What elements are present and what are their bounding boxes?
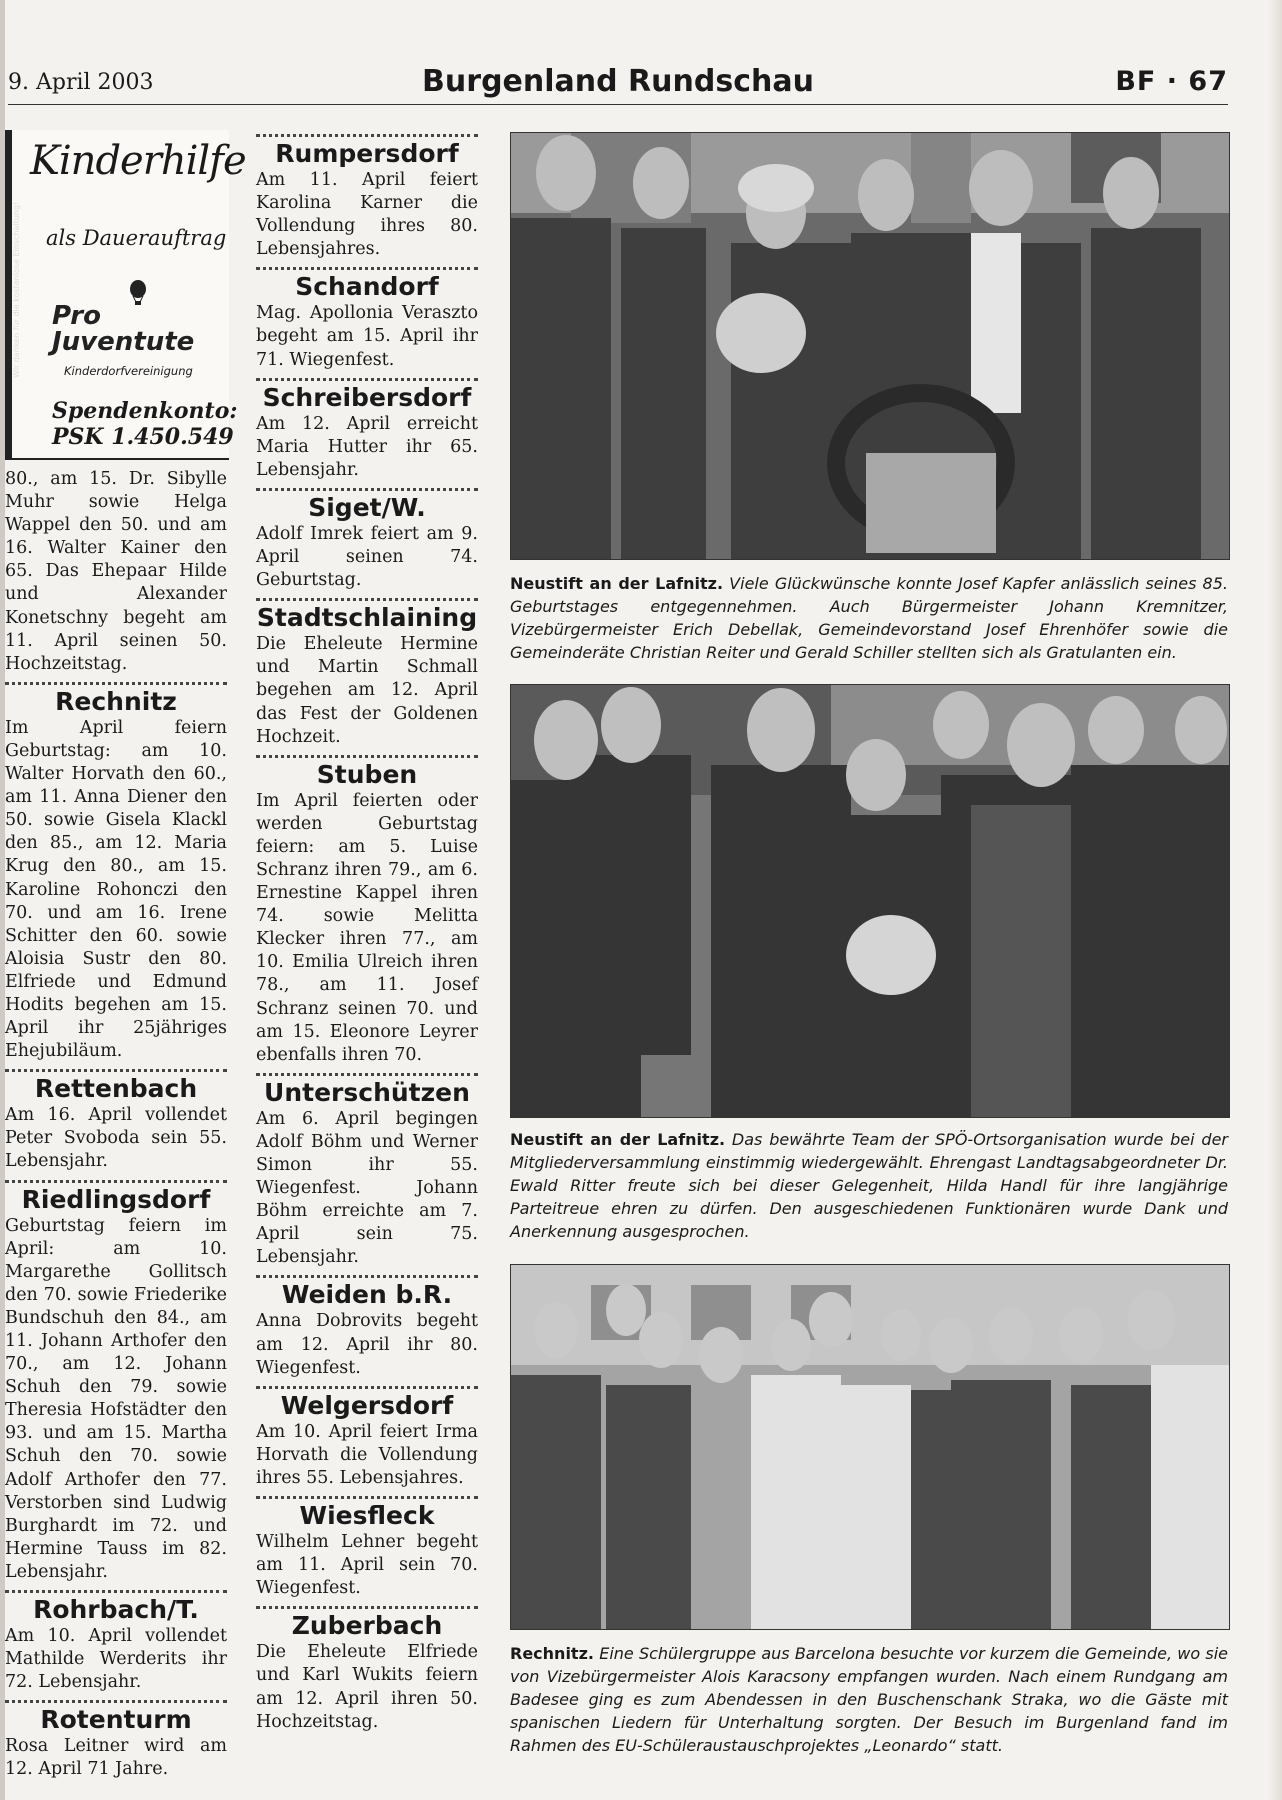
photo-caption	[510, 1128, 1228, 1243]
newspaper-title: Burgenland Rundschau	[422, 64, 814, 99]
ad-konto	[52, 398, 238, 450]
dotted-divider	[5, 1180, 227, 1183]
photo-caption	[510, 572, 1228, 664]
ad-subtitle: als Dauerauftrag	[46, 226, 227, 250]
dotted-divider	[256, 134, 478, 137]
notice-text: Adolf Imrek feiert am 9. April seinen 74. Geburtstag.	[256, 523, 478, 591]
town-heading: Rohrbach/T.	[33, 1595, 199, 1625]
town-heading: Stadtschlaining	[256, 603, 478, 633]
page-number: BF · 67	[1115, 66, 1228, 97]
dotted-divider	[256, 1275, 478, 1278]
caption-place: Rechnitz.	[510, 1644, 594, 1663]
town-heading: Rumpersdorf	[275, 139, 459, 168]
dotted-divider	[256, 1386, 478, 1389]
dotted-divider	[256, 267, 478, 270]
dotted-divider	[256, 488, 478, 491]
notice-text: Wilhelm Lehner begeht am 11. April sein 70. Wiegenfest.	[256, 1532, 478, 1599]
column-left	[5, 130, 246, 1782]
town-heading: Unterschützen	[264, 1077, 470, 1107]
notice-text: Am 6. April begingen Adolf Böhm und Werner Simon ihr 55. Wiegenfest. Johann Böhm erreichte am 7. April sein 75. Lebensjahr.	[256, 1108, 478, 1268]
town-heading: Rechnitz	[55, 686, 177, 716]
town-heading: Schandorf	[295, 272, 439, 302]
notice-text: Im April feiern Geburtstag: am 10. Walter Horvath den 60., am 11. Anna Diener den 50. sowie Gisela Klackl den 85., am 12. Maria Krug den 80., am 15. Karoline Rohonczi den 70. und am 16. Irene Schitter den 60. sowie Aloisia Sustr den 80. Elfriede und Edmund Hodits begehen am 15. April ihr 25jähriges Ehejubiläum.	[5, 717, 227, 1062]
town-heading: Rotenturm	[40, 1705, 192, 1735]
page-header	[8, 62, 1228, 105]
dotted-divider	[5, 1069, 227, 1072]
town-heading: Welgersdorf	[280, 1390, 454, 1420]
town-heading: Schreibersdorf	[262, 382, 472, 412]
caption-text: Viele Glückwünsche konnte Josef Kapfer anlässlich seines 85. Geburtstages entgegennehmen. Auch Bürgermeister Johann Kremnitzer, Vizebürgermeister Erich Debellak, Gemeindevorstand Josef Ehrenhöfer sowie die Gemeinderäte Christian Reiter und Gerald Schiller stellten sich als Gratulanten ein.	[510, 574, 1229, 662]
photo-spoe-team	[510, 684, 1230, 1118]
dotted-divider	[256, 755, 478, 758]
notice-text: Rosa Leitner wird am 12. April 71 Jahre.	[5, 1736, 227, 1780]
notice-text: Anna Dobrovits begeht am 12. April ihr 80. Wiegenfest.	[256, 1311, 478, 1378]
notice-text: Am 10. April vollendet Mathilde Werderits ihr 72. Lebensjahr.	[5, 1626, 227, 1693]
ad-konto-label: Spendenkonto:	[52, 398, 238, 424]
notice-text: Am 11. April feiert Karolina Karner die Vollendung ihres 80. Lebensjahres.	[256, 170, 478, 260]
kinderhilfe-ad	[5, 130, 246, 460]
dotted-divider	[5, 1700, 227, 1703]
ad-organisation: Kinderdorfvereinigung	[64, 364, 193, 378]
notice-text: Geburtstag feiern im April: am 10. Margarethe Gollitsch den 70. sowie Friederike Bundschuh den 84., am 11. Johann Arthofer den 70., am 12. Johann Schuh den 79. sowie Theresia Hofstädter den 93. und am 15. Martha Schuh den 70. sowie Adolf Arthofer den 77. Verstorben sind Ludwig Burghardt im 72. und Hermine Tauss im 82. Lebensjahr.	[5, 1215, 227, 1582]
ad-konto-number: PSK 1.450.549	[52, 424, 234, 450]
town-heading: Stuben	[316, 759, 418, 789]
dotted-divider	[5, 682, 227, 685]
issue-date: 9. April 2003	[8, 70, 154, 95]
caption-text: Eine Schülergruppe aus Barcelona besuchte vor kurzem die Gemeinde, wo sie von Vizebürgermeister Alois Karacsony empfangen wurden. Nach einem Rundgang am Badesee ging es zum Abendessen in den Buschenschank Straka, wo die Gäste mit spanischen Liedern für Unterhaltung sorgten. Der Besuch im Burgenland fand im Rahmen des EU-Schüleraustauschprojektes „Leonardo“ statt.	[510, 1644, 1228, 1755]
ad-brand-line2: Juventute	[52, 327, 195, 357]
dotted-divider	[256, 1073, 478, 1076]
notice-text: Im April feierten oder werden Geburtstag feiern: am 5. Luise Schranz ihren 79., am 6. Ernestine Kappel ihren 74. sowie Melitta Klecker ihren 77., am 10. Emilia Ulreich ihren 78., am 11. Josef Schranz seinen 70. und am 15. Eleonore Leyrer ebenfalls ihren 70.	[256, 790, 478, 1065]
photo-birthday-group	[510, 132, 1230, 560]
dotted-divider	[256, 598, 478, 601]
notice-text: 80., am 15. Dr. Sibylle Muhr sowie Helga Wappel den 50. und am 16. Walter Kainer den 65. Das Ehepaar Hilde und Alexander Konetschny begeht am 11. April seinen 50. Hochzeitstag.	[5, 469, 227, 674]
dotted-divider	[256, 1496, 478, 1499]
notice-text: Die Eheleute Hermine und Martin Schmall begehen am 12. April das Fest der Goldenen Hochzeit.	[256, 634, 478, 747]
dotted-divider	[256, 378, 478, 381]
notice-text: Die Eheleute Elfriede und Karl Wukits feiern am 12. April ihren 50. Hochzeitstag.	[256, 1642, 478, 1732]
notice-text: Am 16. April vollendet Peter Svoboda sein 55. Lebensjahr.	[5, 1105, 227, 1172]
notice-text: Mag. Apollonia Veraszto begeht am 15. April ihr 71. Wiegenfest.	[256, 303, 478, 370]
town-heading: Wiesfleck	[299, 1501, 435, 1531]
dotted-divider	[5, 1590, 227, 1593]
photo-barcelona-students	[510, 1264, 1230, 1630]
ad-side-text: Wir danken für die kostenlose Einschaltung!	[12, 201, 21, 379]
town-heading: Siget/W.	[308, 492, 426, 522]
ad-brand-line1: Pro	[52, 301, 101, 331]
caption-place: Neustift an der Lafnitz.	[510, 574, 724, 593]
scan-edge-right	[1268, 0, 1282, 1800]
town-heading: Riedlingsdorf	[21, 1184, 211, 1214]
notice-text: Am 12. April erreicht Maria Hutter ihr 65. Lebensjahr.	[256, 413, 478, 480]
column-middle	[256, 130, 478, 1734]
notice-text: Am 10. April feiert Irma Horvath die Vollendung ihres 55. Lebensjahres.	[256, 1421, 478, 1488]
town-heading: Zuberbach	[291, 1611, 443, 1641]
caption-text: Das bewährte Team der SPÖ-Ortsorganisation wurde bei der Mitgliederversammlung einstimmig wiedergewählt. Ehrengast Landtagsabgeordneter Dr. Ewald Ritter freute sich bei dieser Gelegenheit, Hilda Handl für ihre langjährige Parteitreue ehren zu dürfen. Den ausgeschiedenen Funktionären wurde Dank und Anerkennung ausgesprochen.	[510, 1130, 1228, 1241]
town-heading: Rettenbach	[34, 1074, 198, 1104]
town-heading: Weiden b.R.	[281, 1280, 453, 1310]
caption-place: Neustift an der Lafnitz.	[510, 1130, 726, 1149]
photo-caption	[510, 1642, 1228, 1757]
dotted-divider	[256, 1606, 478, 1609]
ad-brand	[52, 303, 194, 355]
ad-script-title: Kinderhilfe	[30, 138, 246, 184]
